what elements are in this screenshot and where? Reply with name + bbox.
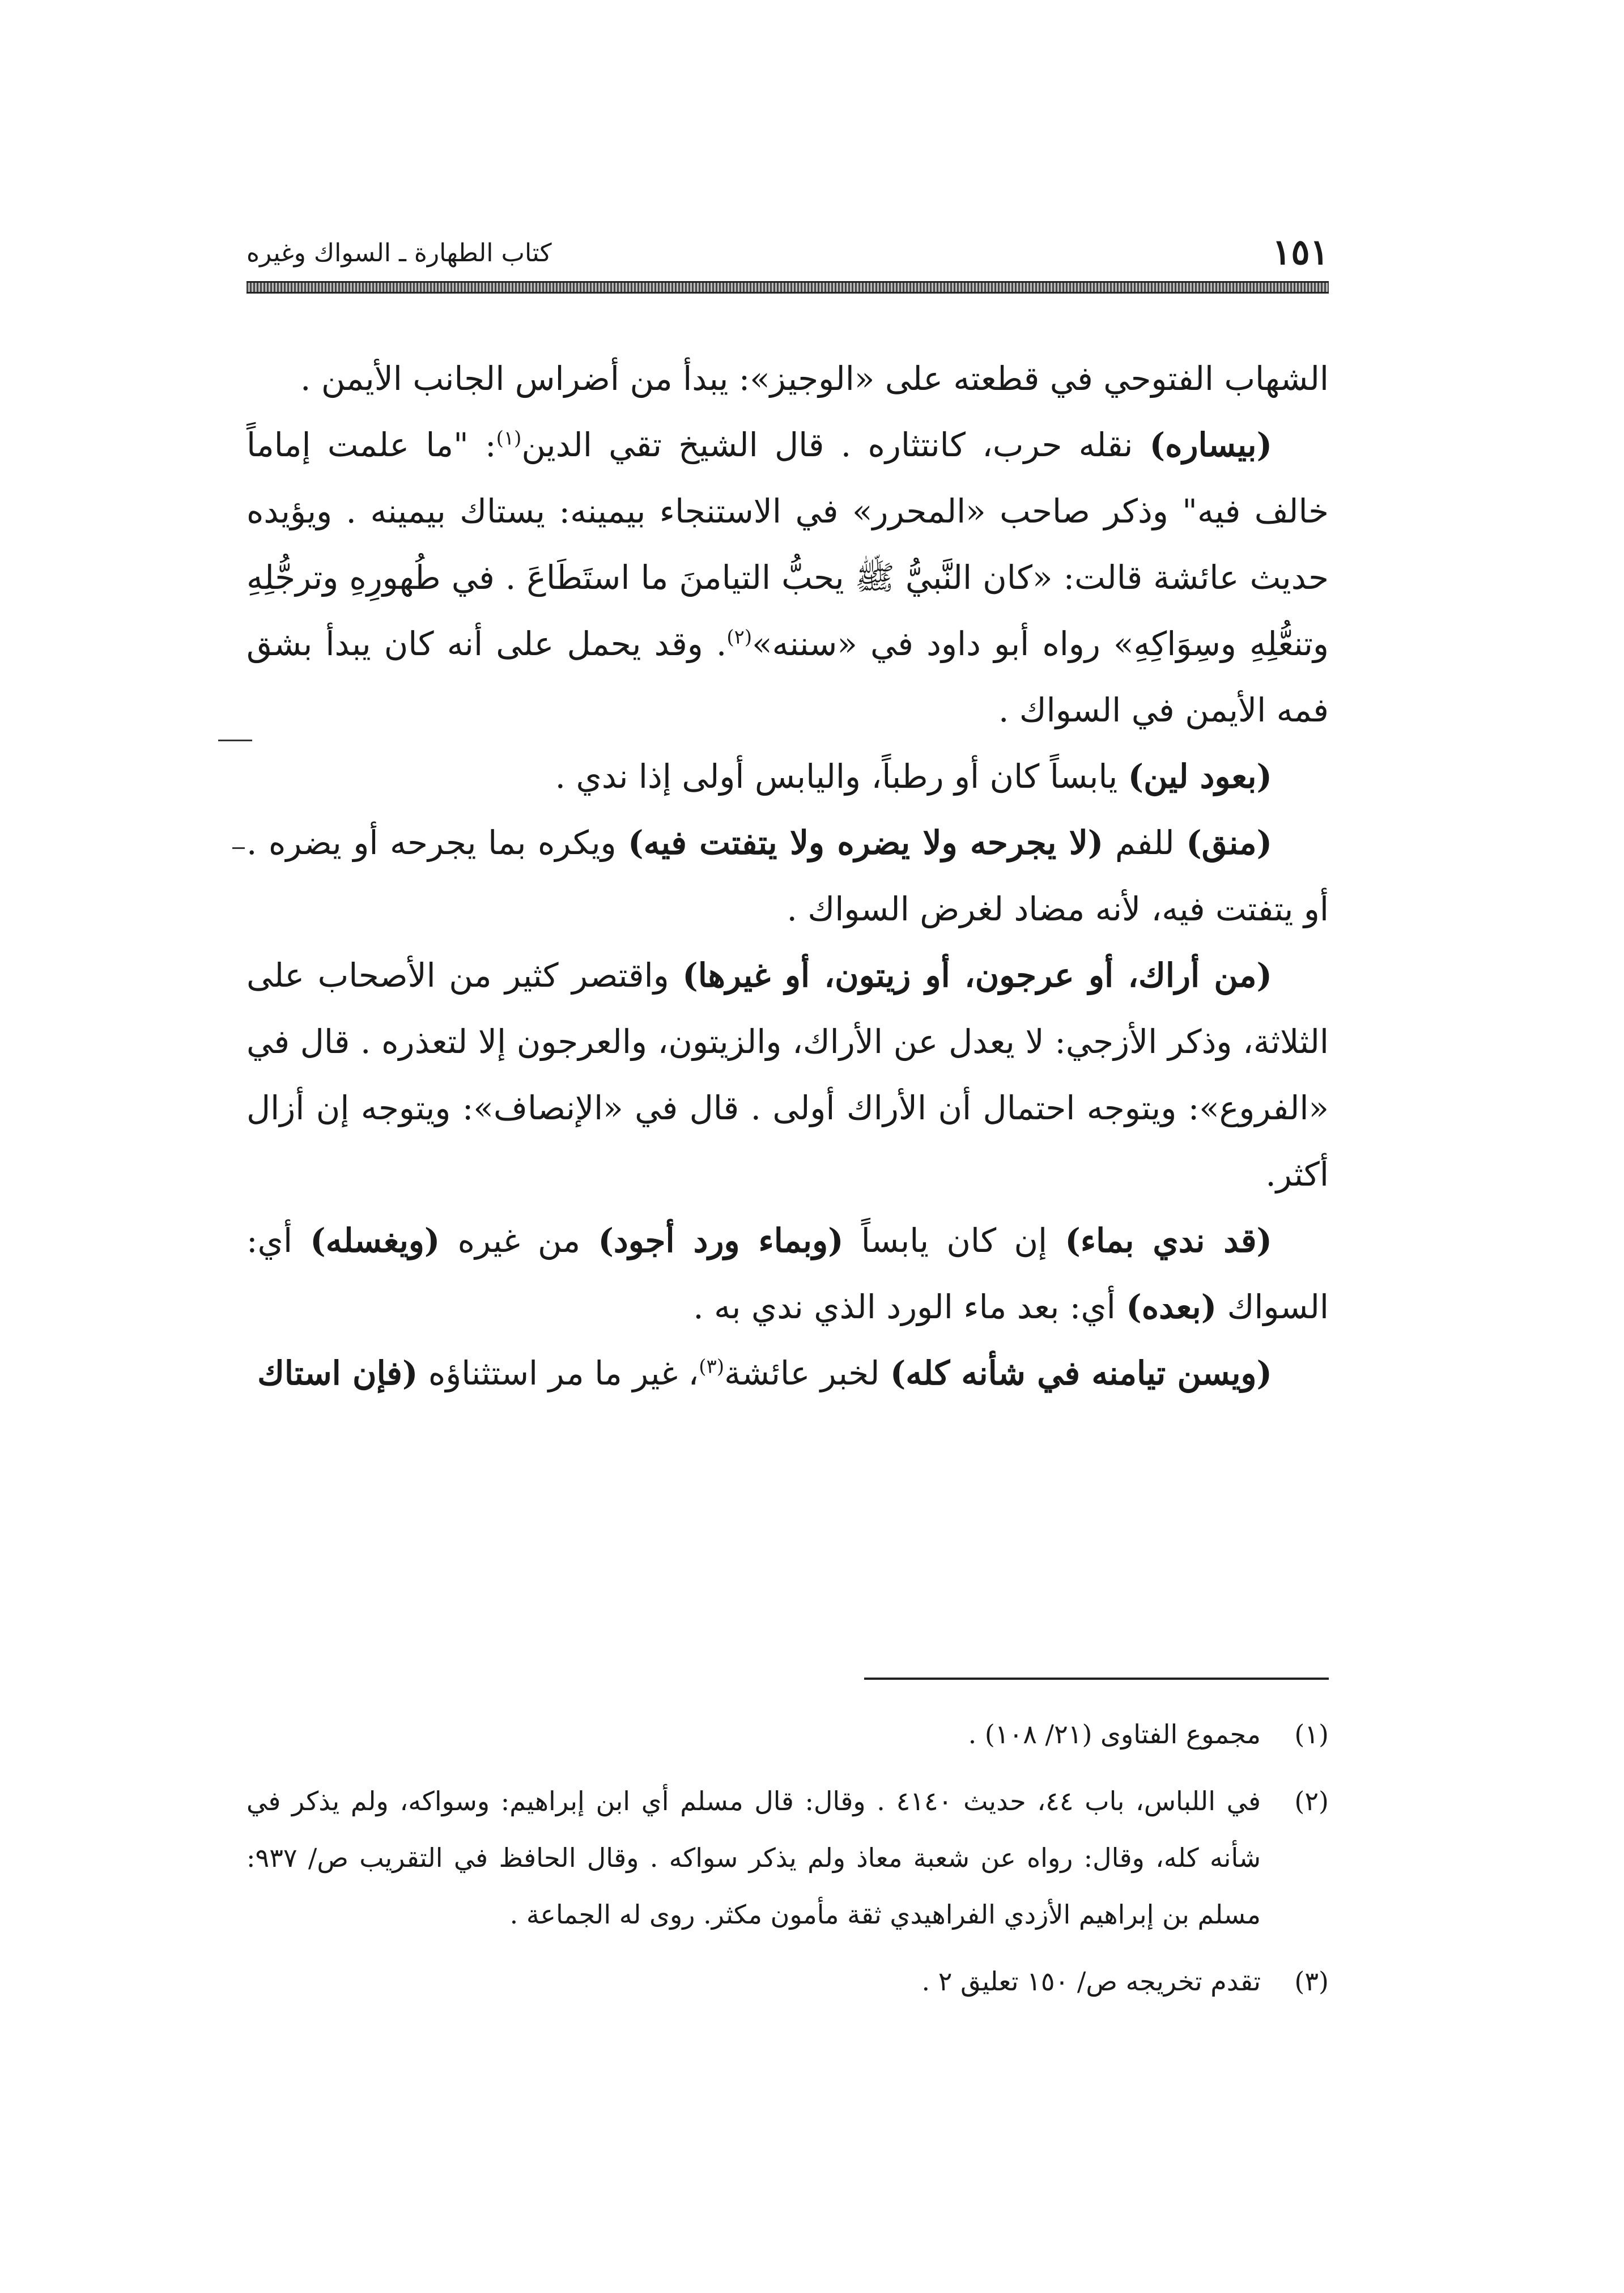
- body-text: [246, 346, 1329, 1407]
- paragraph-text: واقتصر كثير من الأصحاب على الثلاثة، وذكر الأزجي: لا يعدل عن الأراك، والزيتون، والعرجون إلا لتعذره . قال في «الفروع»: ويتوجه احتمال أن الأراك أولى . قال في «الإنصاف»: ويتوجه إن أزال أكثر.: [246, 956, 1329, 1194]
- bold-term: (بعود لين): [1128, 757, 1272, 796]
- footnote-text: مجموع الفتاوى (٢١/ ١٠٨) .: [968, 1719, 1261, 1750]
- footnote-text: تقدم تخريجه ص/ ١٥٠ تعليق ٢ .: [921, 1966, 1261, 1997]
- paragraph-text: يابساً كان أو رطباً، واليابس أولى إذا ندي .: [555, 757, 1128, 796]
- paragraph-2: [246, 412, 1329, 744]
- bold-term: (بعده): [1126, 1288, 1217, 1326]
- paragraph-text: : "ما علمت إماماً خالف فيه" وذكر صاحب «المحرر» في الاستنجاء بيمينه: يستاك بيمينه . ويؤيده حديث عائشة قالت: «كان النَّبيُّ ﷺ يحبُّ التيامنَ ما استَطَاعَ . في طُهورِهِ وترجُّلِهِ وتنعُّلِهِ وسِوَاكِهِ» رواه أبو داود في «سننه»: [246, 426, 1329, 663]
- bold-term: (لا يجرحه ولا يضره ولا يتفتت فيه): [628, 823, 1104, 862]
- bold-term: (ويسن تيامنه في شأنه كله): [890, 1354, 1272, 1392]
- paragraph-6: [246, 1208, 1329, 1340]
- paragraph-7: [246, 1340, 1329, 1407]
- bold-term: (من أراك، أو عرجون، أو زيتون، أو غيرها): [682, 956, 1273, 995]
- paragraph-4: [246, 810, 1329, 942]
- margin-pen-mark: [232, 847, 245, 849]
- footnote-number: (٣): [1294, 1966, 1329, 1997]
- footnote-item: [246, 1953, 1329, 2010]
- page-header: [246, 227, 1329, 278]
- margin-pen-mark: [218, 740, 252, 741]
- paragraph-text: ، غير ما مر استثناؤه: [418, 1354, 699, 1392]
- paragraph-text: أي: السواك: [246, 1221, 1329, 1326]
- footnote-ref-3: (٣): [699, 1355, 725, 1378]
- paragraph-text: ويكره بما يجرحه أو يضره . أو يتفتت فيه، لأنه مضاد لغرض السواك .: [246, 823, 1329, 928]
- footnote-ref-1: (١): [496, 427, 522, 450]
- bold-term: (قد ندي بماء): [1065, 1221, 1272, 1260]
- footnotes: [246, 1706, 1329, 2020]
- running-title: كتاب الطهارة ـ السواك وغيره: [246, 239, 552, 267]
- paragraph-1: الشهاب الفتوحي في قطعته على «الوجيز»: يبدأ من أضراس الجانب الأيمن .: [300, 359, 1329, 398]
- footnote-text: في اللباس، باب ٤٤، حديث ٤١٤٠ . وقال: قال مسلم أي ابن إبراهيم: وسواكه، ولم يذكر في شأنه كله، وقال: رواه عن شعبة معاذ ولم يذكر سواكه . وقال الحافظ في التقريب ص/ ٩٣٧: مسلم بن إبراهيم الأزدي الفراهيدي ثقة مأمون مكثر. روى له الجماعة .: [246, 1786, 1261, 1930]
- footnote-item: [246, 1706, 1329, 1763]
- paragraph-text: للفم: [1103, 823, 1187, 862]
- page-number: ١٥١: [1272, 231, 1329, 273]
- paragraph-text: من غيره: [440, 1221, 598, 1260]
- footnote-ref-2: (٢): [726, 626, 753, 649]
- paragraph-3: [246, 744, 1329, 810]
- paragraph-text: أي: بعد ماء الورد الذي ندي به .: [693, 1288, 1126, 1326]
- bold-term: (بيساره): [1149, 426, 1273, 464]
- paragraph-5: [246, 942, 1329, 1208]
- paragraph-text: نقله حرب، كانتثاره . قال الشيخ تقي الدين: [521, 426, 1150, 464]
- footnote-number: (٢): [1294, 1786, 1329, 1816]
- paragraph-text: لخبر عائشة: [724, 1354, 890, 1392]
- footnote-number: (١): [1294, 1719, 1329, 1750]
- bold-term: (فإن استاك: [257, 1354, 418, 1392]
- header-rule: [246, 281, 1329, 294]
- bold-term: (منق): [1186, 823, 1273, 862]
- paragraph-text: . وقد يحمل على أنه كان يبدأ بشق فمه الأيمن في السواك .: [246, 625, 1329, 729]
- footnote-rule: [864, 1678, 1329, 1680]
- paragraph-text: إن كان يابساً: [843, 1221, 1065, 1260]
- bold-term: (ويغسله): [310, 1221, 440, 1260]
- bold-term: (وبماء ورد أجود): [598, 1221, 844, 1260]
- footnote-item: [246, 1773, 1329, 1943]
